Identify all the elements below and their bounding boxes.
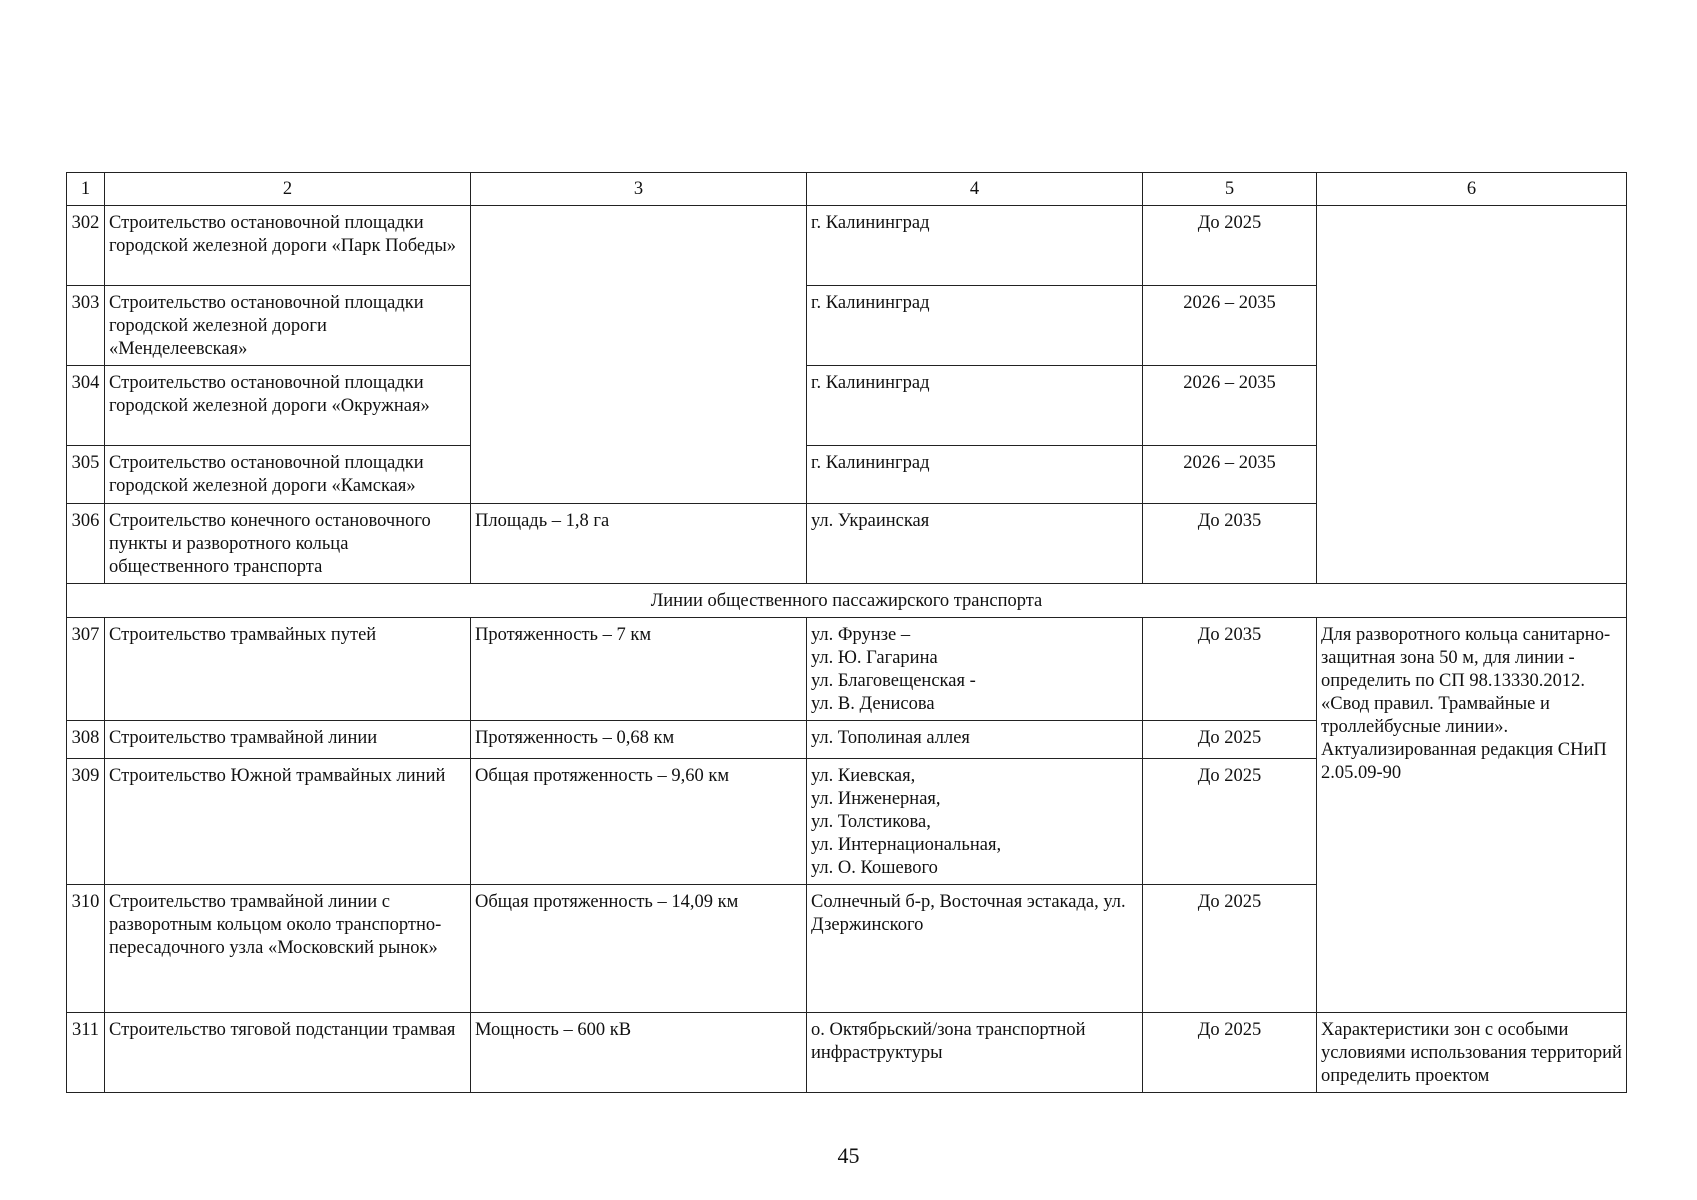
note: Характеристики зон с особыми условиями использования территорий определить проектом <box>1317 1013 1627 1093</box>
location <box>807 1013 1143 1093</box>
object-name: Строительство трамвайной линии <box>105 721 471 759</box>
note: Для разворотного кольца санитарно-защитная зона 50 м, для линии - определить по СП 98.13330.2012. «Свод правил. Трамвайные и троллейбусные линии». Актуализированная редакция СНиП 2.05.09-90 <box>1317 618 1627 1013</box>
parameters: Мощность – 600 кВ <box>471 1013 807 1093</box>
table-row <box>67 618 1627 721</box>
table-row <box>67 1013 1627 1093</box>
location-line: ул. О. Кошевого <box>811 858 938 878</box>
implementation-period: До 2025 <box>1143 759 1317 885</box>
implementation-period: До 2035 <box>1143 504 1317 584</box>
parameters: Протяженность – 0,68 км <box>471 721 807 759</box>
object-name: Строительство трамвайных путей <box>105 618 471 721</box>
parameters: Общая протяженность – 9,60 км <box>471 759 807 885</box>
parameters: Протяженность – 7 км <box>471 618 807 721</box>
location-line: ул. Тополиная аллея <box>811 728 970 748</box>
column-number: 4 <box>807 173 1143 206</box>
location-line: ул. Инженерная, <box>811 789 941 809</box>
row-number: 311 <box>67 1013 105 1093</box>
location-line: Солнечный б-р, Восточная эстакада, ул. Дзержинского <box>811 892 1126 935</box>
location-line: ул. Киевская, <box>811 766 916 786</box>
location-line: ул. Фрунзе – <box>811 625 911 645</box>
implementation-period: До 2025 <box>1143 885 1317 1013</box>
row-number: 307 <box>67 618 105 721</box>
row-number: 304 <box>67 366 105 446</box>
column-number-row <box>67 173 1627 206</box>
row-number: 308 <box>67 721 105 759</box>
parameters: Общая протяженность – 14,09 км <box>471 885 807 1013</box>
location: ул. Украинская <box>807 504 1143 584</box>
row-number: 309 <box>67 759 105 885</box>
planning-table <box>66 172 1627 1093</box>
row-number: 302 <box>67 206 105 286</box>
row-number: 303 <box>67 286 105 366</box>
section-title: Линии общественного пассажирского транспорта <box>67 584 1627 618</box>
object-name: Строительство трамвайной линии с разворотным кольцом около транспортно-пересадочного узла «Московский рынок» <box>105 885 471 1013</box>
parameters-cell <box>471 206 807 504</box>
location-line: о. Октябрьский/зона транспортной инфраструктуры <box>811 1020 1086 1063</box>
location-line: ул. Толстикова, <box>811 812 931 832</box>
row-number: 305 <box>67 446 105 504</box>
location: г. Калининград <box>807 206 1143 286</box>
location-line: ул. Благовещенская - <box>811 671 976 691</box>
location <box>807 618 1143 721</box>
row-number: 310 <box>67 885 105 1013</box>
column-number: 6 <box>1317 173 1627 206</box>
implementation-period: 2026 – 2035 <box>1143 446 1317 504</box>
location-line: ул. В. Денисова <box>811 694 935 714</box>
location: г. Калининград <box>807 286 1143 366</box>
object-name: Строительство Южной трамвайных линий <box>105 759 471 885</box>
column-number: 1 <box>67 173 105 206</box>
object-name: Строительство тяговой подстанции трамвая <box>105 1013 471 1093</box>
object-name: Строительство остановочной площадки городской железной дороги «Окружная» <box>105 366 471 446</box>
object-name: Строительство остановочной площадки городской железной дороги «Менделеевская» <box>105 286 471 366</box>
location <box>807 721 1143 759</box>
column-number: 3 <box>471 173 807 206</box>
location-line: ул. Ю. Гагарина <box>811 648 938 668</box>
object-name: Строительство конечного остановочного пункты и разворотного кольца общественного транспорта <box>105 504 471 584</box>
implementation-period: 2026 – 2035 <box>1143 366 1317 446</box>
page-number: 45 <box>837 1143 860 1168</box>
section-row <box>67 584 1627 618</box>
column-number: 2 <box>105 173 471 206</box>
location <box>807 759 1143 885</box>
parameters: Площадь – 1,8 га <box>471 504 807 584</box>
object-name: Строительство остановочной площадки городской железной дороги «Парк Победы» <box>105 206 471 286</box>
location-line: ул. Интернациональная, <box>811 835 1002 855</box>
implementation-period: До 2025 <box>1143 206 1317 286</box>
row-number: 306 <box>67 504 105 584</box>
location: г. Калининград <box>807 366 1143 446</box>
implementation-period: До 2025 <box>1143 721 1317 759</box>
object-name: Строительство остановочной площадки городской железной дороги «Камская» <box>105 446 471 504</box>
location <box>807 885 1143 1013</box>
implementation-period: До 2035 <box>1143 618 1317 721</box>
column-number: 5 <box>1143 173 1317 206</box>
notes-cell <box>1317 206 1627 584</box>
table-row <box>67 206 1627 286</box>
implementation-period: 2026 – 2035 <box>1143 286 1317 366</box>
implementation-period: До 2025 <box>1143 1013 1317 1093</box>
location: г. Калининград <box>807 446 1143 504</box>
